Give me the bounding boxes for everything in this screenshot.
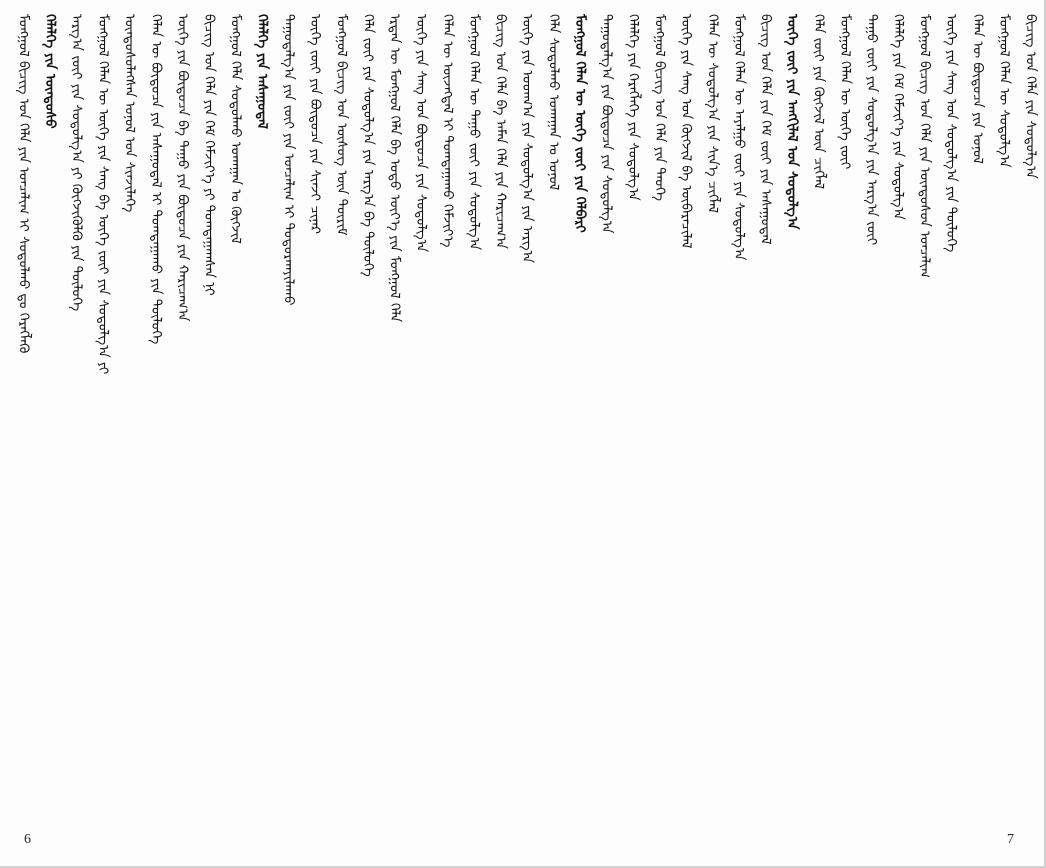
text-column: ᠬᠡᠯᠡᠨ ᠦ ᠪᠦᠲᠦᠴᠡ ᠶᠢᠨ ᠠᠰᠠᠭᠤᠳᠠᠯ ᠢ ᠲᠣᠭᠲᠠᠭᠠᠬᠤ ᠶᠢᠨ ᠲᠥᠯᠥᠭᠡ xyxy=(148,14,164,345)
text-column: ᠬᠡᠯᠡᠯᠭᠡ ᠶᠢᠨ ᠬᠡᠮ ᠬᠡᠮᠵᠢᠶ᠎ᠡ ᠶᠢᠨ ᠰᠤᠳᠤᠯᠭ᠎ᠠ xyxy=(890,14,906,220)
text-column: ᠮᠣᠩᠭᠣᠯ ᠬᠡᠯᠡᠨ ᠦ ᠦᠭᠡ ᠵᠦᠢ ᠶᠢᠨ ᠬᠡᠯᠪᠡᠷᠢ xyxy=(572,14,588,233)
text-column: ᠮᠣᠩᠭᠣᠯ ᠬᠡᠯᠡᠨ ᠦ ᠦᠭᠡ ᠶᠢᠨ ᠰᠠᠩ ᠪᠠ ᠦᠭᠡ ᠵᠦᠢ ᠶᠢᠨ ᠰᠤᠳᠤᠯᠭ᠎ᠠ ᠶᠢ xyxy=(95,14,111,375)
text-column: ᠬᠡᠯᠡ ᠵᠦᠢ ᠶᠢᠨ ᠰᠤᠳᠤᠯᠭ᠎ᠠ ᠶᠢᠨ ᠠᠷᠭ᠎ᠠ ᠪᠠ ᠲᠥᠯᠥᠭᠡ xyxy=(360,14,376,277)
text-column: ᠬᠡᠯᠡᠨ ᠦ ᠪᠦᠲᠦᠴᠡ ᠶᠢᠨ ᠣᠨᠣᠯ xyxy=(969,14,986,164)
text-column: ᠮᠣᠩᠭᠣᠯ ᠪᠢᠴᠢᠭ ᠤᠨ ᠬᠡᠯᠡ ᠶᠢᠨ ᠲᠡᠦᠬᠡ xyxy=(651,14,668,202)
text-column: ᠮᠣᠩᠭᠣᠯ ᠪᠢᠴᠢᠭ ᠤᠨ ᠦᠰᠦᠭ ᠦᠨ ᠳᠦᠷᠢᠮ xyxy=(333,14,350,236)
text-column: ᠦᠭᠡ ᠶᠢᠨ ᠤᠳᠬ᠎ᠠ ᠶᠢᠨ ᠰᠤᠳᠤᠯᠭ᠎ᠠ ᠶᠢᠨ ᠠᠷᠭ᠎ᠠ xyxy=(519,14,535,264)
text-column: ᠦᠭᠡ ᠶᠢᠨ ᠰᠠᠩ ᠤᠨ ᠪᠦᠲᠦᠴᠡ ᠶᠢᠨ ᠰᠤᠳᠤᠯᠭ᠎ᠠ xyxy=(413,14,429,253)
text-column: ᠮᠣᠩᠭᠣᠯ ᠬᠡᠯᠡᠨ ᠦ ᠦᠭᠡ ᠵᠦᠢ xyxy=(837,14,853,170)
text-column: ᠬᠡᠯᠡ ᠵᠦᠢ ᠶᠢᠨ ᠬᠥᠭᠵᠢᠯ ᠦᠨ ᠴᠢᠭᠯᠡᠯ xyxy=(810,14,827,190)
text-column: ᠬᠡᠯᠡᠨ ᠦ ᠰᠤᠳᠤᠯᠭ᠎ᠠ ᠶᠢᠨ ᠰᠢᠨ᠎ᠡ ᠴᠢᠭᠯᠡᠯ xyxy=(704,14,721,214)
page-number-left: 6 xyxy=(24,832,31,847)
text-column: ᠮᠣᠩᠭᠣᠯ ᠬᠡᠯᠡᠨ ᠦ ᠠᠶᠠᠯᠭᠤ ᠵᠦᠢ ᠶᠢᠨ ᠰᠤᠳᠤᠯᠭ᠎ᠠ xyxy=(731,14,747,261)
text-column: ᠪᠢᠴᠢᠭ ᠤᠨ ᠬᠡᠯᠡ ᠶᠢᠨ ᠬᠡᠮ ᠵᠦᠢ ᠶᠢᠨ ᠠᠰᠠᠭᠤᠳᠠᠯ xyxy=(757,14,774,245)
text-column: ᠬᠡᠯᠡᠨ ᠦ ᠦᠵᠡᠭᠳᠡᠯ ᠢ ᠲᠣᠭᠲᠠᠭᠠᠬᠤ ᠬᠡᠮᠵᠢᠶ᠎ᠡ xyxy=(439,14,456,248)
text-column: ᠳᠠᠭᠤᠳᠠᠯᠭ᠎ᠠ ᠶᠢᠨ ᠵᠦᠢ ᠶᠢᠨ ᠣᠨᠴᠠᠯᠢᠭ ᠢ ᠲᠣᠳᠣᠷᠬᠠᠶᠢᠯᠠᠬᠤ xyxy=(280,14,297,306)
text-column: ᠬᠡᠯᠡᠯᠭᠡ ᠶᠢᠨ ᠦᠨᠳᠦᠰᠦ xyxy=(42,14,58,129)
vertical-text-block xyxy=(10,14,1040,814)
text-column: ᠦᠭᠡ ᠵᠦᠢ ᠶᠢᠨ ᠪᠦᠲᠦᠴᠡ ᠶᠢᠨ ᠰᠢᠨᠵᠢ ᠴᠢᠨᠠᠷ xyxy=(307,14,323,234)
text-column: ᠳᠠᠭᠤᠳᠠᠯᠭ᠎ᠠ ᠶᠢᠨ ᠪᠦᠲᠦᠴᠡ ᠶᠢᠨ ᠰᠤᠳᠤᠯᠭ᠎ᠠ xyxy=(598,14,615,234)
text-column: ᠦᠭᠡ ᠶᠢᠨ ᠪᠦᠲᠦᠴᠡ ᠪᠠ ᠳᠠᠭᠤ ᠶᠢᠨ ᠪᠦᠲᠦᠴᠡ ᠶᠢᠨ ᠬᠠᠷᠢᠴᠠᠭ᠎ᠠ xyxy=(174,14,191,322)
page-number-right: 7 xyxy=(1007,832,1014,847)
text-column: ᠮᠣᠩᠭᠣᠯ ᠬᠡᠯᠡᠨ ᠦ ᠳᠠᠭᠤ ᠵᠦᠢ ᠶᠢᠨ ᠰᠤᠳᠤᠯᠭ᠎ᠠ xyxy=(466,14,482,251)
text-column: ᠮᠣᠩᠭᠣᠯ ᠪᠢᠴᠢᠭ ᠤᠨ ᠬᠡᠯᠡ ᠶᠢᠨ ᠦᠨᠳᠦᠰᠦᠨ ᠣᠨᠴᠠᠯᠢᠭ xyxy=(916,14,933,278)
text-column: ᠪᠢᠴᠢᠭ ᠤᠨ ᠬᠡᠯᠡ ᠶᠢᠨ ᠬᠡᠮ ᠬᠡᠮᠵᠢᠶ᠎ᠡ ᠶᠢ ᠲᠣᠭᠲᠠᠭᠠᠭᠰᠠᠨ ᠨᠢ xyxy=(201,14,217,296)
text-column: ᠠᠷᠭ᠎ᠠ ᠵᠦᠢ ᠶᠢᠨ ᠰᠤᠳᠤᠯᠭ᠎ᠠ ᠶᠢ ᠬᠥᠭᠵᠢᠭᠦᠯᠬᠦ ᠶᠢᠨ ᠲᠥᠯᠥᠭᠡ xyxy=(68,14,85,312)
text-column: ᠦᠨᠳᠦᠰᠦᠯᠡᠭᠰᠡᠨ ᠣᠨᠣᠯ ᠤᠨ ᠰᠢᠨᠵᠢᠯᠡᠭᠡ xyxy=(121,14,138,213)
text-column: ᠮᠣᠩᠭᠣᠯ ᠪᠢᠴᠢᠭ ᠤᠨ ᠬᠡᠯᠡ ᠶᠢᠨ ᠣᠨᠴᠠᠯᠢᠭ ᠢ ᠰᠤᠳᠤᠯᠬᠤ ᠳᠤ ᠬᠡᠷᠡᠭᠯᠡᠬᠦ xyxy=(15,14,32,354)
text-column: ᠬᠡᠯᠡ ᠰᠤᠳᠤᠯᠬᠤ ᠤᠬᠠᠭᠠᠨ ᠤ ᠣᠨᠣᠯ xyxy=(545,14,562,191)
text-column: ᠦᠭᠡ ᠵᠦᠢ ᠶᠢᠨ ᠠᠩᠭᠢᠯᠠᠯ ᠤᠨ ᠰᠤᠳᠤᠯᠭ᠎ᠠ xyxy=(784,14,800,230)
text-column: ᠪᠢᠴᠢᠭ ᠤᠨ ᠬᠡᠯᠡ ᠪᠠ ᠠᠮᠠᠨ ᠬᠡᠯᠡ ᠶᠢᠨ ᠬᠠᠷᠢᠴᠠᠭ᠎ᠠ xyxy=(492,14,509,249)
text-column: ᠪᠢᠴᠢᠭ ᠤᠨ ᠬᠡᠯᠡ ᠶᠢᠨ ᠰᠤᠳᠤᠯᠭ᠎ᠠ xyxy=(1022,14,1039,179)
text-column: ᠮᠣᠩᠭᠣᠯ ᠬᠡᠯᠡ ᠰᠤᠳᠤᠯᠬᠤ ᠤᠬᠠᠭᠠᠨ ᠤ ᠬᠥᠭᠵᠢᠯ xyxy=(227,14,244,244)
text-column: ᠦᠭᠡ ᠶᠢᠨ ᠰᠠᠩ ᠤᠨ ᠬᠥᠭᠵᠢᠯ ᠪᠠ ᠥᠪᠡᠷᠡᠴᠢᠯᠡᠯ xyxy=(678,14,694,249)
text-column: ᠡᠷᠲᠡᠨ ᠦ ᠮᠣᠩᠭᠣᠯ ᠬᠡᠯᠡ ᠪᠠ ᠣᠳᠣ ᠦᠶ᠎ᠡ ᠶᠢᠨ ᠮᠣᠩᠭᠣᠯ ᠬᠡᠯᠡ xyxy=(386,14,403,323)
text-column: ᠬᠡᠯᠡᠯᠭᠡ ᠶᠢᠨ ᠬᠡᠷᠡᠭᠯᠡᠭᠡ ᠶᠢᠨ ᠰᠤᠳᠤᠯᠭ᠎ᠠ xyxy=(625,14,641,201)
text-column: ᠳᠠᠭᠤ ᠵᠦᠢ ᠶᠢᠨ ᠰᠤᠳᠤᠯᠭ᠎ᠠ ᠶᠢᠨ ᠠᠷᠭ᠎ᠠ ᠵᠦᠢ xyxy=(863,14,880,246)
text-column: ᠮᠣᠩᠭᠣᠯ ᠬᠡᠯᠡᠨ ᠦ ᠰᠤᠳᠤᠯᠭ᠎ᠠ xyxy=(996,14,1012,168)
text-column: ᠬᠡᠯᠡᠯᠭᠡ ᠶᠢᠨ ᠠᠰᠠᠭᠤᠳᠠᠯ xyxy=(254,14,270,129)
text-column: ᠦᠭᠡ ᠶᠢᠨ ᠰᠠᠩ ᠤᠨ ᠰᠤᠳᠤᠯᠭ᠎ᠠ ᠶᠢᠨ ᠲᠥᠯᠥᠭᠡ xyxy=(943,14,959,253)
